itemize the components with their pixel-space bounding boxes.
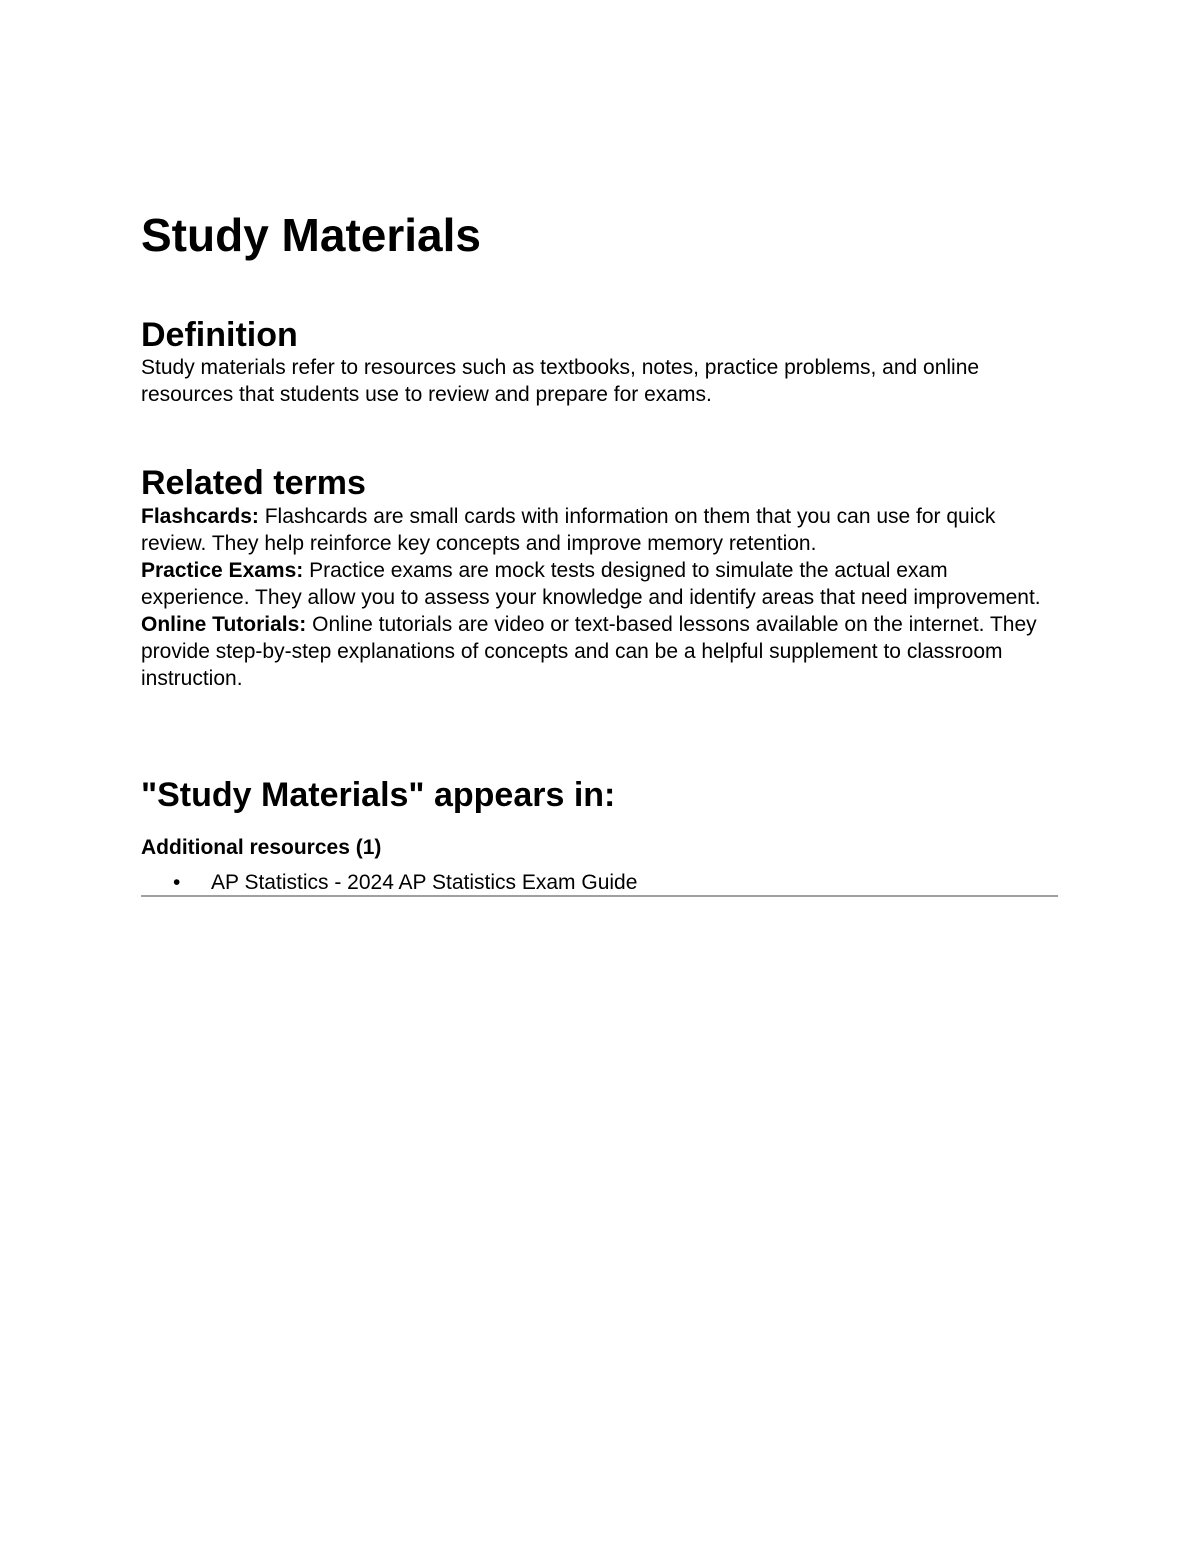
page-title-block bbox=[141, 208, 1041, 262]
resource-list-item[interactable] bbox=[141, 869, 1041, 896]
page-title: Study Materials bbox=[141, 209, 481, 261]
term-description: Practice exams are mock tests designed to simulate the actual exam experience. They allow you to assess your knowledge and identify areas that need improvement. bbox=[141, 559, 1041, 609]
appears-in-heading: "Study Materials" appears in: bbox=[141, 776, 616, 814]
bullet-icon: • bbox=[173, 871, 181, 894]
related-term-flashcards bbox=[141, 503, 1041, 557]
additional-resources-label: Additional resources (1) bbox=[141, 836, 382, 859]
definition-section bbox=[141, 315, 1051, 408]
definition-heading: Definition bbox=[141, 316, 298, 354]
divider bbox=[141, 895, 1058, 897]
term-label: Practice Exams: bbox=[141, 559, 304, 582]
definition-text: Study materials refer to resources such as textbooks, notes, practice problems, and online resources that students use to review and prepare for exams. bbox=[141, 356, 980, 406]
related-term-online-tutorials bbox=[141, 611, 1041, 692]
resource-list bbox=[141, 869, 1041, 896]
appears-in-section bbox=[141, 775, 1041, 896]
term-description: Flashcards are small cards with information on them that you can use for quick review. They help reinforce key concepts and improve memory retention. bbox=[141, 505, 996, 555]
term-label: Online Tutorials: bbox=[141, 613, 307, 636]
term-label: Flashcards: bbox=[141, 505, 259, 528]
related-term-practice-exams bbox=[141, 557, 1041, 611]
related-terms-section bbox=[141, 463, 1041, 692]
related-terms-heading: Related terms bbox=[141, 464, 366, 502]
resource-link[interactable]: AP Statistics - 2024 AP Statistics Exam Guide bbox=[211, 871, 638, 894]
term-description: Online tutorials are video or text-based lessons available on the internet. They provide step-by-step explanations of concepts and can be a helpful supplement to classroom instruction. bbox=[141, 613, 1037, 690]
